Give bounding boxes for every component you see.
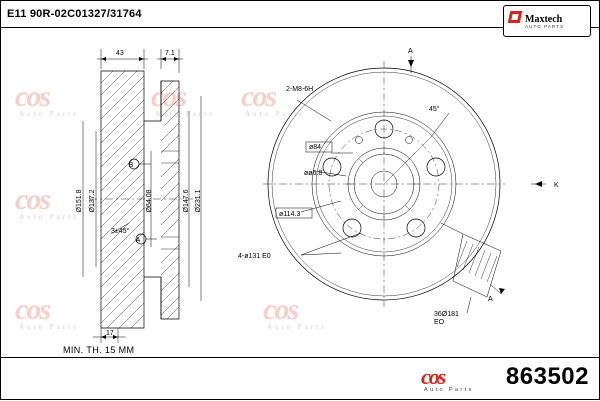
cos-logo-sub: Auto Parts (424, 386, 474, 393)
surface-note-line2: EO (434, 319, 445, 326)
watermark: cos Auto Parts (15, 183, 79, 221)
pcd-main-note: ø114.3 (279, 211, 301, 218)
balloon-b-label: B (128, 162, 134, 169)
dim-diameter-3: Ø64.08 (146, 189, 153, 213)
part-number: 863502 (505, 363, 589, 390)
dim-top-2: 7.1 (165, 50, 175, 57)
dim-top-1: 43 (116, 50, 124, 57)
cos-logo (421, 364, 474, 393)
dim-diameter-4: Ø147.6 (183, 189, 190, 213)
marker-lower-label: A (488, 296, 493, 303)
hole-note: ø84 (309, 144, 322, 151)
marker-top-label: A (408, 48, 413, 55)
hole-note-2: 4-ø131 E0 (238, 253, 271, 260)
approval-code: E11 90R-02C01327/31764 (7, 8, 142, 20)
pcd-note: øø6.8 (304, 170, 323, 177)
min-thickness-note: MIN. TH. 15 MM (63, 345, 135, 355)
bolt-note: 2-M8-6H (286, 86, 314, 93)
watermark: cos Auto Parts (151, 80, 215, 118)
dim-diameter-1: Ø151.8 (76, 189, 83, 213)
footer-divider (1, 357, 600, 358)
surface-note: 36Ø181 (434, 311, 459, 318)
maxtech-name: Maxtech (525, 14, 563, 25)
dim-diameter-5: Ø231.1 (195, 189, 202, 213)
dim-bottom: 17 (106, 330, 114, 337)
cos-logo-text: cos (421, 364, 445, 389)
watermark: cos Auto Parts (263, 293, 327, 331)
technical-drawing (1, 1, 600, 401)
marker-right-label: K (554, 182, 559, 189)
maxtech-tagline: AUTO PARTS (525, 24, 565, 29)
angle-note: 3±45° (111, 228, 130, 235)
watermark: cos Auto Parts (15, 80, 79, 118)
balloon-a-label: A (135, 237, 141, 244)
watermark: cos Auto Parts (241, 80, 305, 118)
dim-diameter-2: Ø137.2 (89, 189, 96, 213)
watermark: cos Auto Parts (15, 293, 79, 331)
angle-45-note: 45° (429, 106, 440, 113)
